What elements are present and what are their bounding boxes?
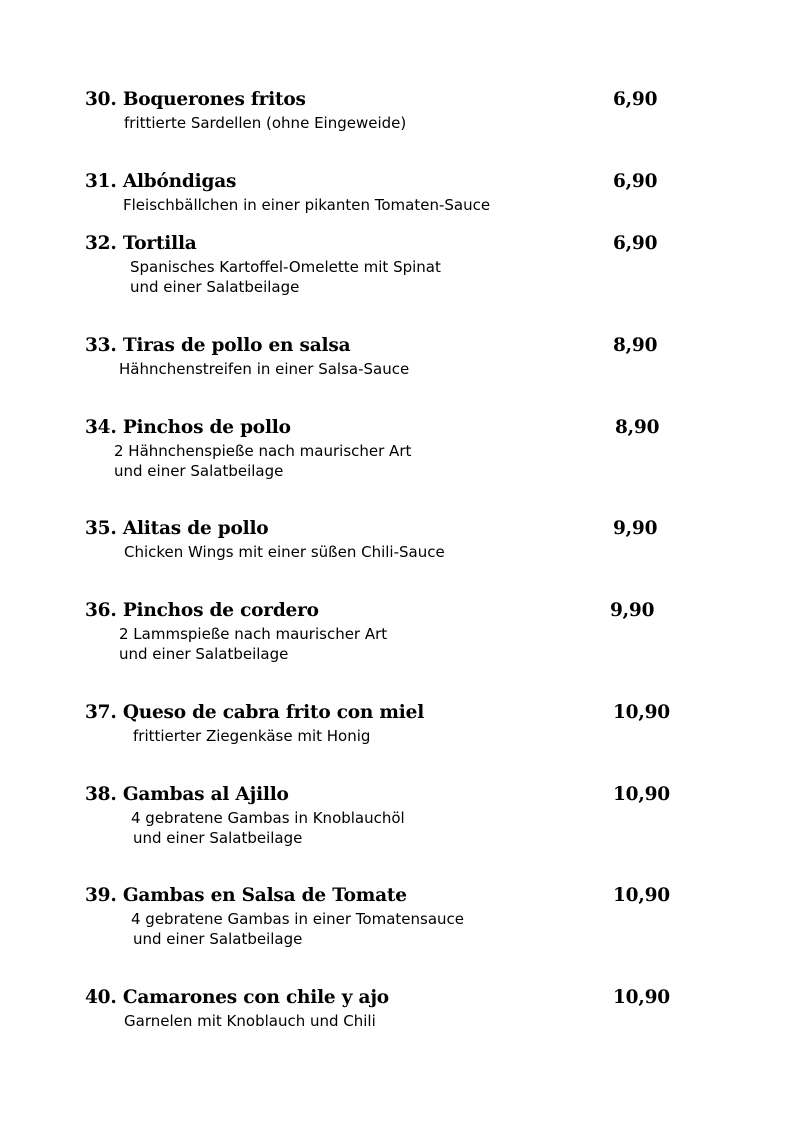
item-price: 6,90 xyxy=(613,171,658,192)
item-title: 30. Boquerones fritos xyxy=(85,89,306,110)
item-title: 35. Alitas de pollo xyxy=(85,518,269,539)
item-description: 2 Lammspieße nach maurischer Art xyxy=(119,625,388,643)
item-title: 40. Camarones con chile y ajo xyxy=(85,987,389,1008)
item-description: frittierte Sardellen (ohne Eingeweide) xyxy=(124,114,407,132)
item-title: 33. Tiras de pollo en salsa xyxy=(85,335,351,356)
item-description: und einer Salatbeilage xyxy=(130,278,300,296)
item-price: 10,90 xyxy=(613,987,670,1008)
item-description: und einer Salatbeilage xyxy=(133,930,303,948)
item-title: 32. Tortilla xyxy=(85,233,197,254)
item-description: und einer Salatbeilage xyxy=(114,462,284,480)
item-description: frittierter Ziegenkäse mit Honig xyxy=(133,727,371,745)
item-title: 38. Gambas al Ajillo xyxy=(85,784,289,805)
item-description: Fleischbällchen in einer pikanten Tomaten-Sauce xyxy=(123,196,491,214)
item-price: 10,90 xyxy=(613,885,670,906)
item-price: 9,90 xyxy=(613,518,658,539)
item-description: Garnelen mit Knoblauch und Chili xyxy=(124,1012,376,1030)
item-price: 6,90 xyxy=(613,233,658,254)
item-description: 4 gebratene Gambas in einer Tomatensauce xyxy=(131,910,464,928)
item-price: 8,90 xyxy=(615,417,660,438)
item-title: 37. Queso de cabra frito con miel xyxy=(85,702,425,723)
item-price: 10,90 xyxy=(613,702,670,723)
item-description: Spanisches Kartoffel-Omelette mit Spinat xyxy=(130,258,441,276)
item-description: 2 Hähnchenspieße nach maurischer Art xyxy=(114,442,412,460)
item-title: 31. Albóndigas xyxy=(85,171,237,192)
item-title: 34. Pinchos de pollo xyxy=(85,417,291,438)
item-price: 10,90 xyxy=(613,784,670,805)
item-description: 4 gebratene Gambas in Knoblauchöl xyxy=(131,809,405,827)
item-title: 36. Pinchos de cordero xyxy=(85,600,319,621)
item-description: und einer Salatbeilage xyxy=(119,645,289,663)
item-price: 6,90 xyxy=(613,89,658,110)
item-description: Chicken Wings mit einer süßen Chili-Sauce xyxy=(124,543,445,561)
item-price: 8,90 xyxy=(613,335,658,356)
item-title: 39. Gambas en Salsa de Tomate xyxy=(85,885,407,906)
item-price: 9,90 xyxy=(610,600,655,621)
item-description: und einer Salatbeilage xyxy=(133,829,303,847)
item-description: Hähnchenstreifen in einer Salsa-Sauce xyxy=(119,360,410,378)
